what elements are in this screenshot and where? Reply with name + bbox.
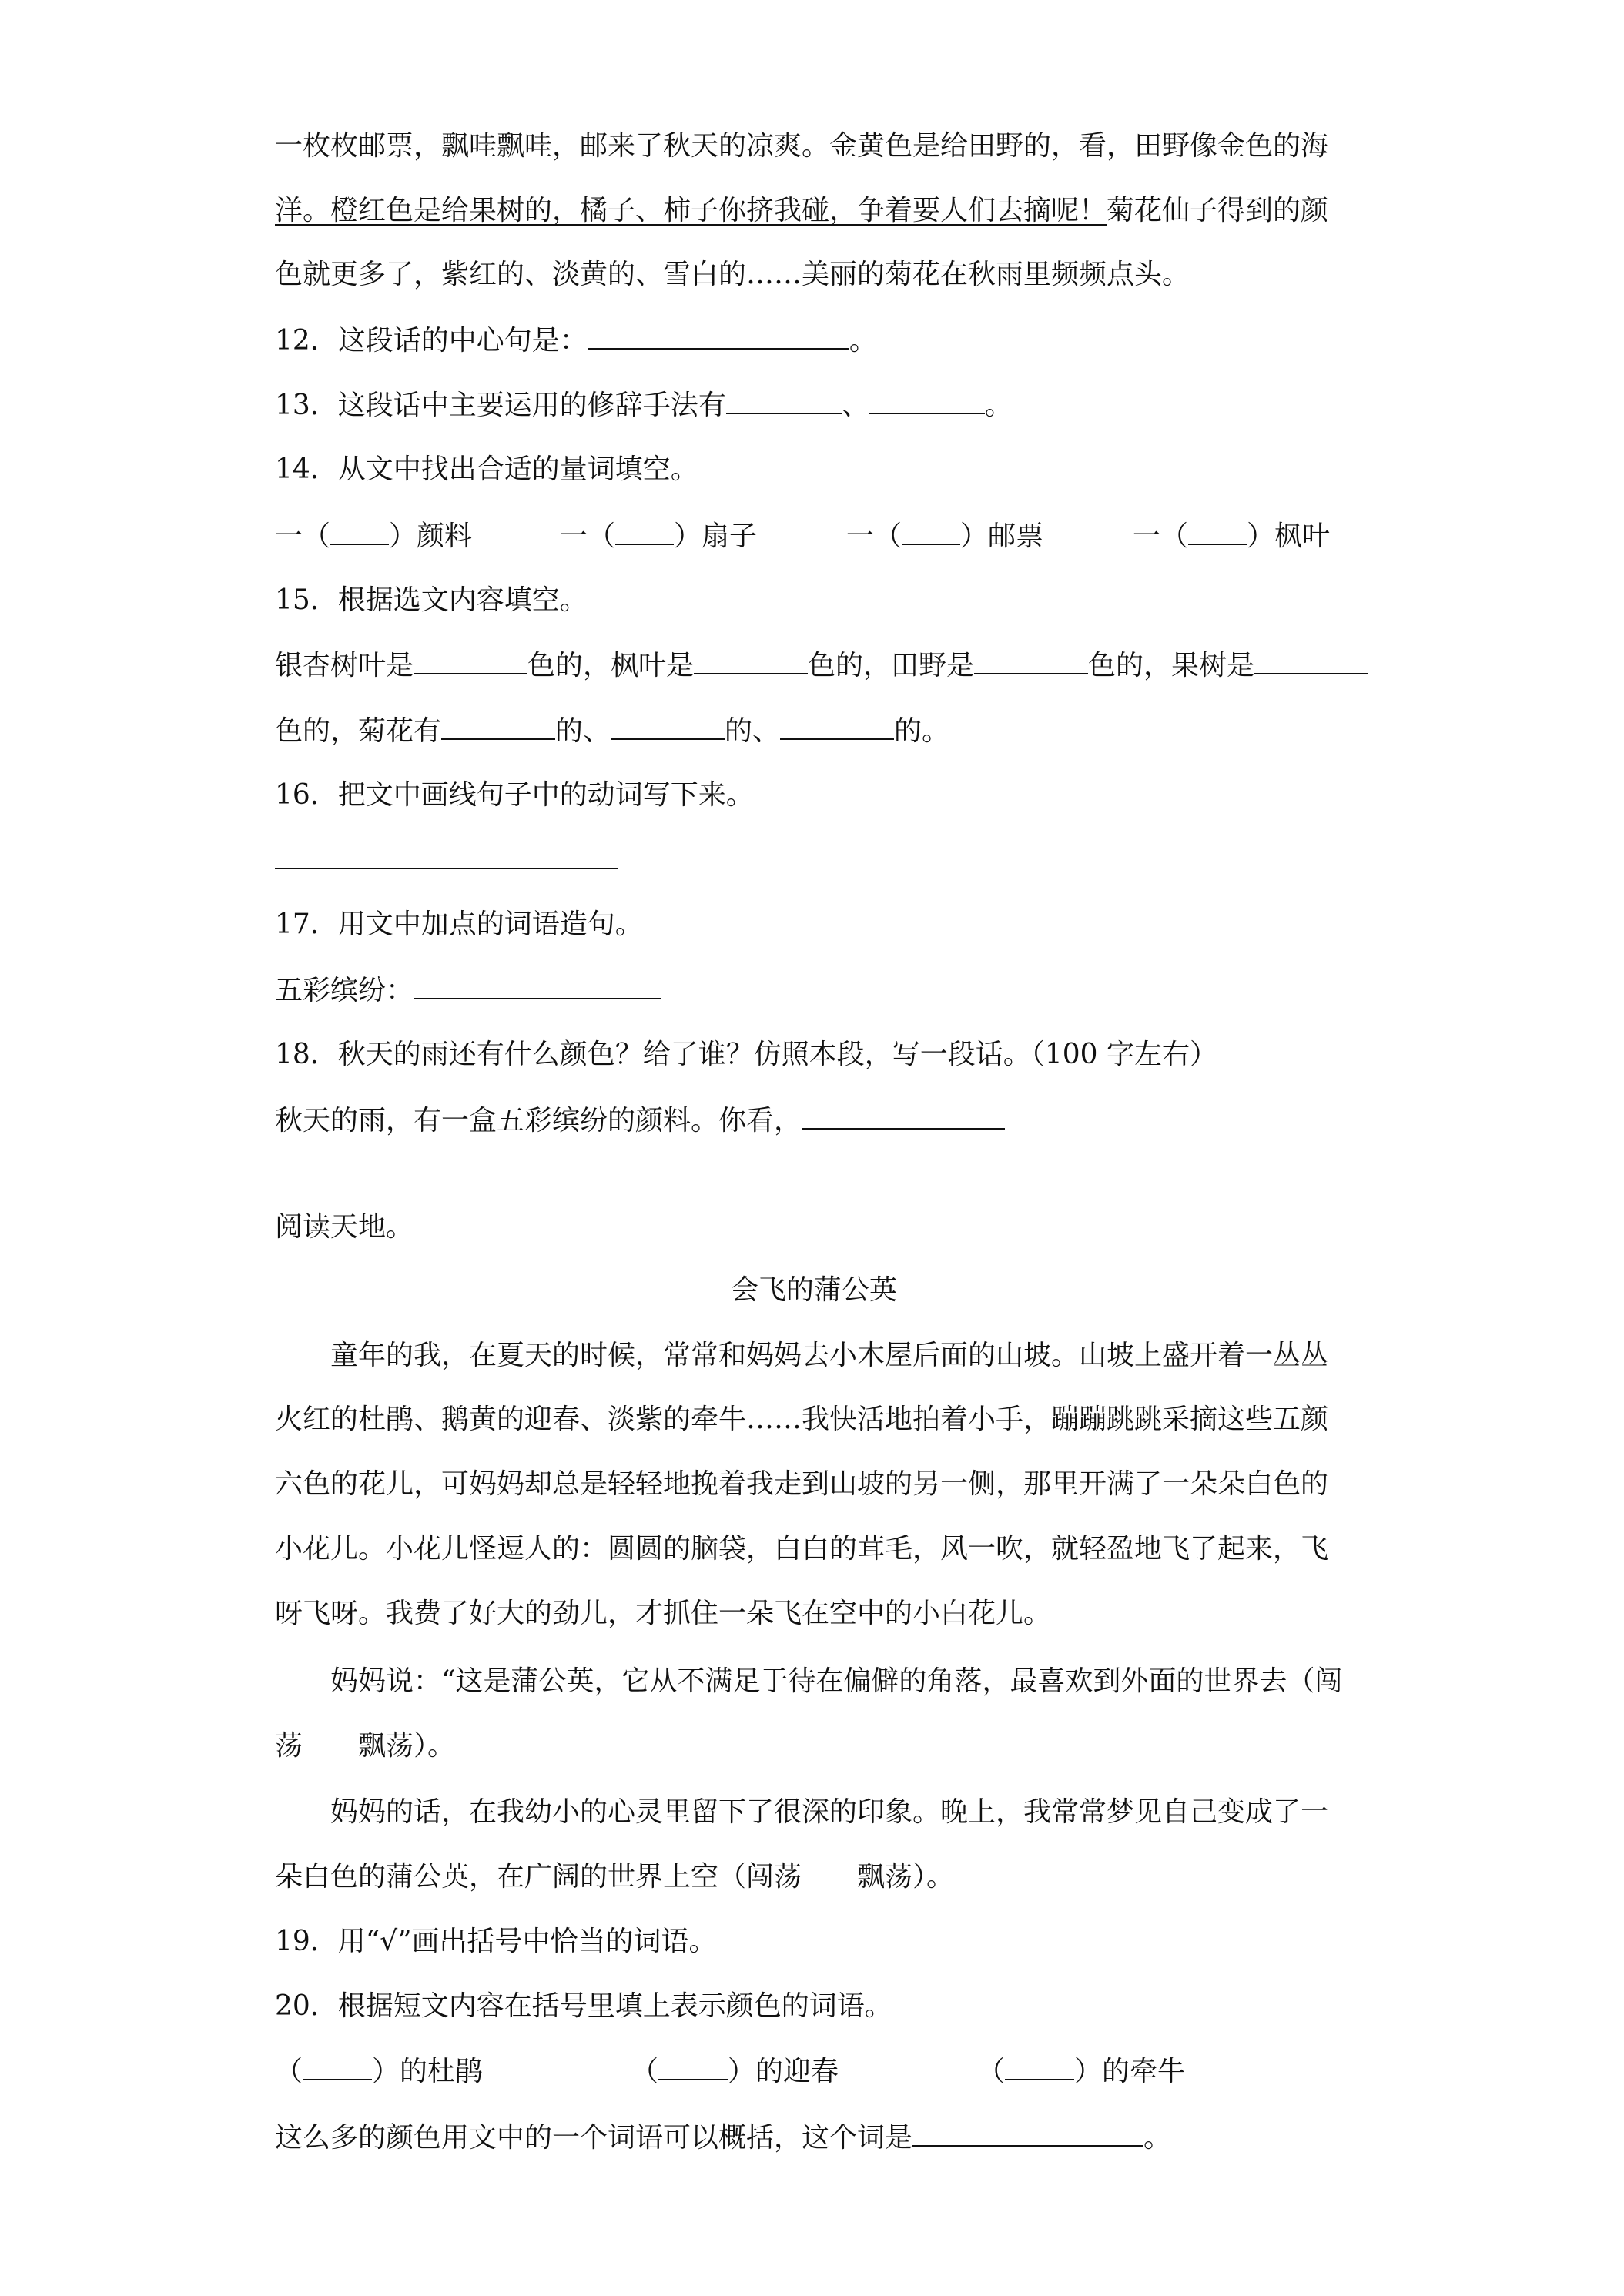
passage-text: 妈妈的话，在我幼小的心灵里留下了很深的印象。晚上，我常常梦见自己变成了一 bbox=[330, 1796, 1329, 1828]
passage-text: 色就更多了，紫红的、淡黄的、雪白的……美丽的菊花在秋雨里频频点头。 bbox=[275, 259, 1190, 290]
passage-text: 菊花仙子得到的颜 bbox=[1107, 195, 1329, 226]
punctuation: 。 bbox=[849, 325, 877, 356]
answer-blank[interactable] bbox=[414, 647, 527, 674]
fill-text: 色的，菊花有 bbox=[275, 715, 442, 747]
item-label: ）扇子 bbox=[674, 520, 758, 552]
passage-text: 火红的杜鹃、鹅黄的迎春、淡紫的牵牛……我快活地拍着小手，蹦蹦跳跳采摘这些五颜 bbox=[275, 1404, 1329, 1435]
answer-blank[interactable] bbox=[303, 2053, 372, 2080]
fill-text: 的、 bbox=[555, 715, 611, 747]
passage2-p2-line1 bbox=[275, 1663, 1342, 1700]
punctuation: 。 bbox=[1143, 2122, 1172, 2154]
answer-blank[interactable] bbox=[441, 712, 555, 740]
measure-word-item bbox=[560, 517, 757, 555]
item-label: ）的迎春 bbox=[728, 2056, 839, 2087]
paren-open: （ bbox=[977, 2056, 1006, 2087]
answer-blank[interactable] bbox=[275, 842, 618, 869]
title-text: 会飞的蒲公英 bbox=[730, 1274, 897, 1306]
heading-text: 阅读天地。 bbox=[275, 1211, 414, 1243]
answer-blank[interactable] bbox=[1188, 517, 1247, 545]
question-12 bbox=[275, 322, 877, 360]
item-label: ）枫叶 bbox=[1247, 520, 1331, 552]
item-label: ）颜料 bbox=[389, 520, 473, 552]
paren-open: （ bbox=[275, 2056, 303, 2087]
color-fill-item bbox=[631, 2053, 839, 2090]
answer-blank[interactable] bbox=[658, 2053, 728, 2080]
question-text: 20．根据短文内容在括号里填上表示颜色的词语。 bbox=[275, 1990, 892, 2022]
question-14 bbox=[275, 451, 698, 488]
writing-start: 秋天的雨，有一盒五彩缤纷的颜料。你看， bbox=[275, 1105, 802, 1136]
question-16-answer-line bbox=[275, 842, 618, 879]
passage2-p2-line2 bbox=[275, 1728, 455, 1765]
passage2-p3-line1 bbox=[275, 1794, 1328, 1831]
paren-open: （ bbox=[631, 2056, 659, 2087]
paren-open: 一（ bbox=[1133, 520, 1189, 552]
passage1-line2 bbox=[275, 192, 1328, 229]
item-label: ）邮票 bbox=[960, 520, 1044, 552]
question-15-line1 bbox=[275, 647, 1368, 684]
question-text: 17．用文中加点的词语造句。 bbox=[275, 909, 643, 940]
underlined-sentence: 洋。橙红色是给果树的，橘子、柿子你挤我碰，争着要人们去摘呢！ bbox=[275, 195, 1107, 226]
item-label: ）的杜鹃 bbox=[372, 2056, 484, 2087]
measure-word-item bbox=[846, 517, 1043, 555]
paren-open: 一（ bbox=[275, 520, 331, 552]
paren-open: 一（ bbox=[560, 520, 616, 552]
answer-blank[interactable] bbox=[974, 647, 1088, 674]
passage2-p1-line3 bbox=[275, 1466, 1328, 1503]
passage2-p1-line4 bbox=[275, 1531, 1328, 1568]
question-15-line2 bbox=[275, 712, 949, 750]
passage-text: 呀飞呀。我费了好大的劲儿，才抓住一朵飞在空中的小白花儿。 bbox=[275, 1598, 1052, 1629]
summary-text: 这么多的颜色用文中的一个词语可以概括，这个词是 bbox=[275, 2122, 913, 2154]
question-text: 12．这段话的中心句是： bbox=[275, 325, 588, 356]
color-fill-item bbox=[275, 2053, 483, 2090]
paren-open: 一（ bbox=[846, 520, 902, 552]
passage-text: 小花儿。小花儿怪逗人的：圆圆的脑袋，白白的茸毛，风一吹，就轻盈地飞了起来，飞 bbox=[275, 1533, 1329, 1565]
question-19 bbox=[275, 1923, 717, 1960]
passage2-p3-line2 bbox=[275, 1859, 954, 1896]
answer-blank[interactable] bbox=[726, 387, 842, 414]
passage-text: 荡 飘荡）。 bbox=[275, 1730, 456, 1762]
question-20-summary bbox=[275, 2119, 1171, 2157]
fill-text: 色的，田野是 bbox=[808, 650, 975, 681]
punctuation: 。 bbox=[984, 390, 1013, 421]
question-text: 14．从文中找出合适的量词填空。 bbox=[275, 454, 698, 485]
passage2-p1-line5 bbox=[275, 1595, 1051, 1632]
answer-blank[interactable] bbox=[902, 517, 960, 545]
answer-blank[interactable] bbox=[1005, 2053, 1074, 2080]
question-13 bbox=[275, 387, 1013, 424]
question-18-answer bbox=[275, 1102, 1005, 1140]
question-text: 13．这段话中主要运用的修辞手法有 bbox=[275, 390, 726, 421]
fill-text: 的、 bbox=[725, 715, 781, 747]
passage-title bbox=[275, 1272, 1353, 1309]
fill-text: 的。 bbox=[894, 715, 950, 747]
passage-text: 一枚枚邮票，飘哇飘哇，邮来了秋天的凉爽。金黄色是给田野的，看，田野像金色的海 bbox=[275, 130, 1329, 162]
answer-blank[interactable] bbox=[780, 712, 894, 740]
fill-text: 色的，果树是 bbox=[1088, 650, 1255, 681]
measure-word-item bbox=[275, 517, 472, 555]
passage1-line3 bbox=[275, 256, 1190, 293]
question-text: 18．秋天的雨还有什么颜色？给了谁？仿照本段，写一段话。（100 字左右） bbox=[275, 1039, 1217, 1070]
passage-text: 童年的我，在夏天的时候，常常和妈妈去小木屋后面的山坡。山坡上盛开着一丛丛 bbox=[330, 1340, 1329, 1371]
punctuation: 、 bbox=[841, 390, 869, 421]
color-fill-item bbox=[977, 2053, 1185, 2090]
answer-blank[interactable] bbox=[912, 2119, 1143, 2147]
question-18 bbox=[275, 1036, 1217, 1073]
passage-text: 妈妈说：“这是蒲公英，它从不满足于待在偏僻的角落，最喜欢到外面的世界去（闯 bbox=[330, 1665, 1343, 1697]
passage1-line1 bbox=[275, 128, 1328, 165]
question-17 bbox=[275, 906, 643, 943]
answer-blank[interactable] bbox=[869, 387, 985, 414]
answer-blank[interactable] bbox=[414, 972, 661, 999]
question-text: 15．根据选文内容填空。 bbox=[275, 584, 588, 616]
item-label: ）的牵牛 bbox=[1074, 2056, 1186, 2087]
question-text: 16．把文中画线句子中的动词写下来。 bbox=[275, 779, 754, 811]
measure-word-item bbox=[1133, 517, 1330, 555]
answer-blank[interactable] bbox=[694, 647, 808, 674]
question-16 bbox=[275, 777, 754, 814]
answer-blank[interactable] bbox=[1254, 647, 1368, 674]
passage-text: 朵白色的蒲公英，在广阔的世界上空（闯荡 飘荡）。 bbox=[275, 1861, 955, 1893]
passage-text: 六色的花儿，可妈妈却总是轻轻地挽着我走到山坡的另一侧，那里开满了一朵朵白色的 bbox=[275, 1468, 1329, 1500]
question-15 bbox=[275, 582, 588, 619]
passage2-p1-line2 bbox=[275, 1401, 1328, 1438]
passage2-p1-line1 bbox=[275, 1337, 1328, 1374]
answer-blank[interactable] bbox=[588, 322, 849, 350]
answer-blank[interactable] bbox=[802, 1102, 1005, 1130]
fill-text: 银杏树叶是 bbox=[275, 650, 414, 681]
label-wucaibinfen: 五彩缤纷： bbox=[275, 975, 414, 1006]
section-heading bbox=[275, 1209, 414, 1246]
question-text: 19．用“√”画出括号中恰当的词语。 bbox=[275, 1926, 717, 1957]
question-20 bbox=[275, 1988, 892, 2025]
fill-text: 色的，枫叶是 bbox=[527, 650, 695, 681]
answer-blank[interactable] bbox=[330, 517, 389, 545]
question-17-answer bbox=[275, 972, 661, 1009]
answer-blank[interactable] bbox=[611, 712, 725, 740]
answer-blank[interactable] bbox=[615, 517, 674, 545]
